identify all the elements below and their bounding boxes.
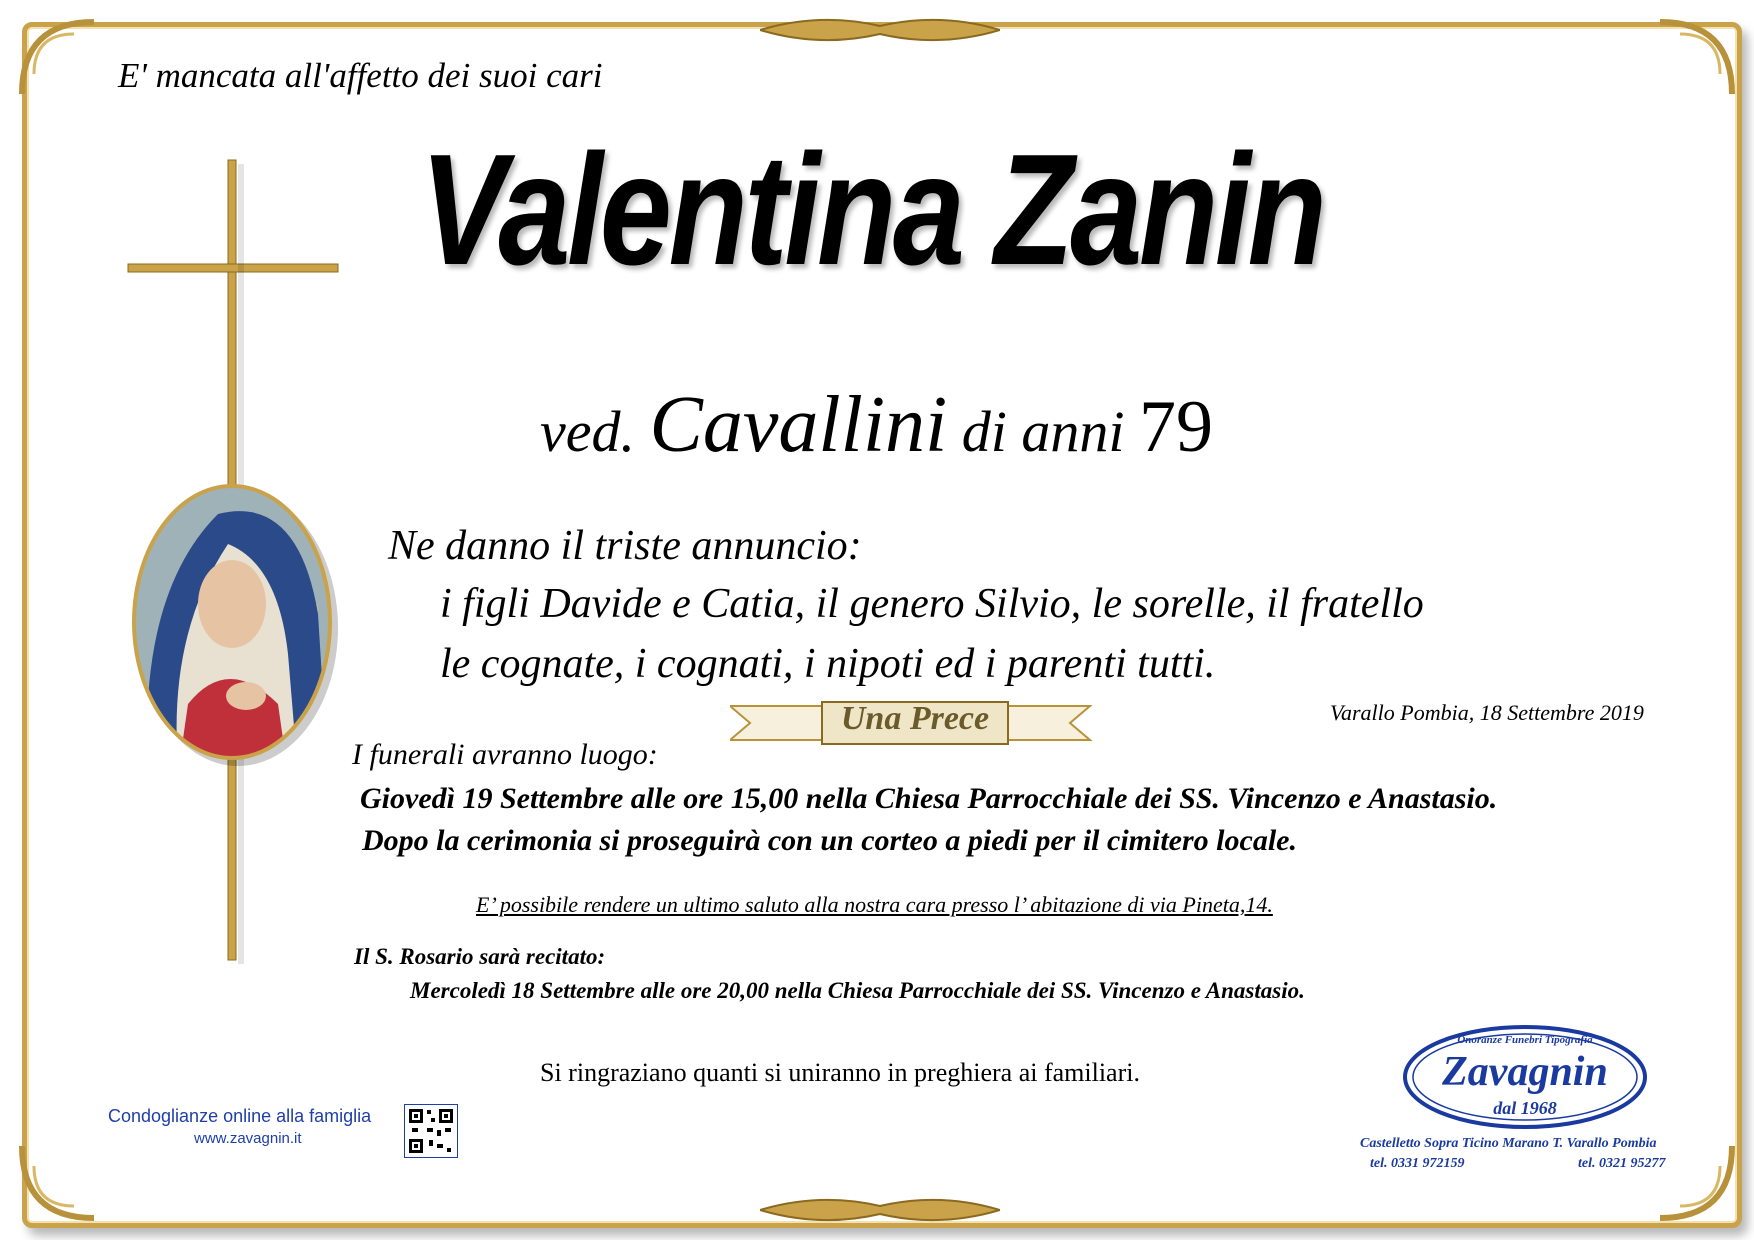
family-line-2: le cognate, i cognati, i nipoti ed i parenti tutti. bbox=[440, 641, 1216, 687]
visit-note: E’ possibile rendere un ultimo saluto alla nostra cara presso l’ abitazione di via Pineta,14. bbox=[476, 892, 1273, 917]
corner-ornament-bottom-right bbox=[1650, 1136, 1740, 1226]
prayer-label: Una Prece bbox=[840, 700, 990, 737]
phone-1: tel. 0331 972159 bbox=[1370, 1156, 1465, 1171]
ved-label: ved. bbox=[540, 399, 635, 464]
married-name-line bbox=[540, 380, 1213, 471]
logo-since: dal 1968 bbox=[1493, 1098, 1557, 1118]
rosary-line: Mercoledì 18 Settembre alle ore 20,00 nella Chiesa Parrocchiale dei SS. Vincenzo e Anastasio. bbox=[410, 978, 1305, 1003]
bottom-center-ornament bbox=[760, 1192, 1000, 1228]
condolences-link[interactable]: Condoglianze online alla famiglia bbox=[108, 1106, 372, 1126]
funeral-heading: I funerali avranno luogo: bbox=[352, 738, 658, 771]
corner-ornament-bottom-left bbox=[14, 1136, 104, 1226]
qr-code-icon[interactable] bbox=[404, 1104, 458, 1158]
corner-ornament-top-left bbox=[14, 14, 104, 104]
deceased-name: Valentina Zanin bbox=[420, 122, 1324, 298]
rosary-heading: Il S. Rosario sarà recitato: bbox=[354, 944, 606, 969]
prayer-ribbon bbox=[730, 700, 1100, 746]
corner-ornament-top-right bbox=[1650, 14, 1740, 104]
funeral-line-1: Giovedì 19 Settembre alle ore 15,00 nella Chiesa Parrocchiale dei SS. Vincenzo e Anastasio. bbox=[360, 782, 1498, 815]
family-line-1: i figli Davide e Catia, il genero Silvio, le sorelle, il fratello bbox=[440, 581, 1424, 627]
madonna-portrait bbox=[128, 474, 344, 774]
place-date: Varallo Pombia, 18 Settembre 2019 bbox=[1330, 700, 1644, 725]
funeral-line-2: Dopo la cerimonia si proseguirà con un corteo a piedi per il cimitero locale. bbox=[362, 824, 1297, 857]
age-value: 79 bbox=[1139, 386, 1214, 468]
thanks-text: Si ringraziano quanti si uniranno in preghiera ai familiari. bbox=[540, 1058, 1140, 1087]
zavagnin-logo bbox=[1400, 1022, 1650, 1132]
phone-2: tel. 0321 95277 bbox=[1578, 1156, 1666, 1171]
logo-tagline: Onoranze Funebri Tipografia bbox=[1457, 1034, 1593, 1046]
married-name: Cavallini bbox=[649, 381, 948, 469]
top-center-ornament bbox=[760, 12, 1000, 48]
announce-heading: Ne danno il triste annuncio: bbox=[388, 523, 862, 569]
website-link[interactable]: www.zavagnin.it bbox=[194, 1130, 302, 1147]
branch-locations: Castelletto Sopra Ticino Marano T. Varallo Pombia bbox=[1360, 1136, 1657, 1151]
logo-name: Zavagnin bbox=[1442, 1049, 1608, 1095]
intro-text: E' mancata all'affetto dei suoi cari bbox=[118, 56, 603, 95]
age-prefix: di anni bbox=[961, 399, 1125, 464]
